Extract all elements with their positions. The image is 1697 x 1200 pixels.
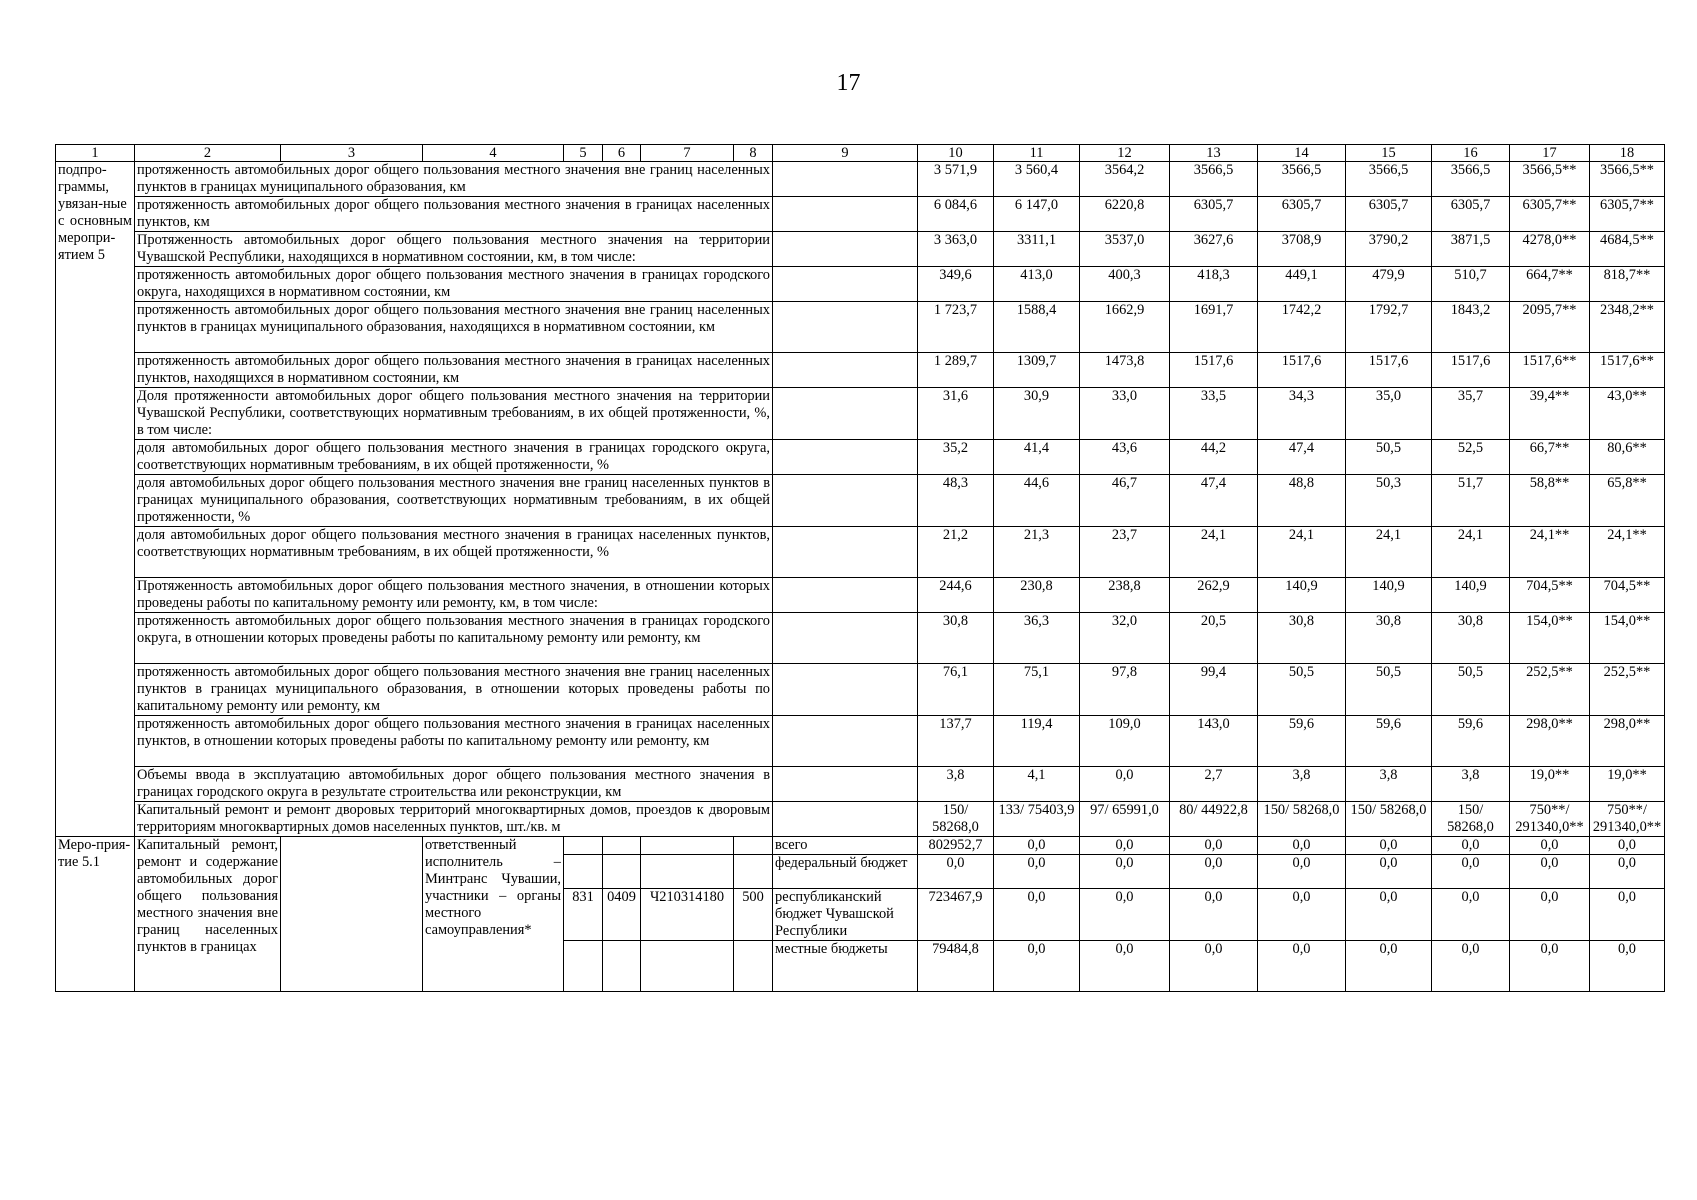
indicator-value: 52,5 — [1432, 440, 1510, 475]
funding-value: 0,0 — [1590, 941, 1665, 992]
indicator-value: 150/ 58268,0 — [1346, 802, 1432, 837]
indicator-value: 97/ 65991,0 — [1080, 802, 1170, 837]
column-number: 11 — [994, 145, 1080, 162]
funding-source: федеральный бюджет — [773, 855, 918, 889]
indicator-value: 24,1 — [1170, 527, 1258, 578]
indicator-row — [56, 162, 1665, 197]
funding-value: 0,0 — [1590, 837, 1665, 855]
funding-value: 0,0 — [1080, 837, 1170, 855]
indicator-value: 1517,6 — [1258, 353, 1346, 388]
column-number: 9 — [773, 145, 918, 162]
code-section: 0409 — [603, 889, 641, 941]
indicator-value: 39,4** — [1510, 388, 1590, 440]
funding-value: 0,0 — [1346, 941, 1432, 992]
funding-value: 0,0 — [1346, 889, 1432, 941]
indicator-value: 6305,7 — [1432, 197, 1510, 232]
indicator-value: 3,8 — [1432, 767, 1510, 802]
indicator-value: 298,0** — [1590, 716, 1665, 767]
indicator-value: 59,6 — [1346, 716, 1432, 767]
indicator-value: 3,8 — [918, 767, 994, 802]
funding-value: 0,0 — [1258, 941, 1346, 992]
column-number: 12 — [1080, 145, 1170, 162]
source-empty — [773, 475, 918, 527]
source-empty — [773, 613, 918, 664]
indicator-value: 150/ 58268,0 — [918, 802, 994, 837]
source-empty — [773, 162, 918, 197]
indicator-value: 140,9 — [1432, 578, 1510, 613]
indicator-value: 48,8 — [1258, 475, 1346, 527]
indicator-value: 3566,5 — [1258, 162, 1346, 197]
indicator-row — [56, 578, 1665, 613]
funding-value: 0,0 — [1510, 941, 1590, 992]
indicator-value: 230,8 — [994, 578, 1080, 613]
indicator-value: 238,8 — [1080, 578, 1170, 613]
indicator-value: 35,2 — [918, 440, 994, 475]
column-number: 2 — [135, 145, 281, 162]
indicator-text: Капитальный ремонт и ремонт дворовых территорий многоквартирных домов, проездов к дворовым территориям многоквартирных домов населенных пунктов, шт./кв. м — [135, 802, 773, 837]
indicator-value: 65,8** — [1590, 475, 1665, 527]
indicator-value: 252,5** — [1590, 664, 1665, 716]
source-empty — [773, 388, 918, 440]
indicator-value: 6305,7 — [1346, 197, 1432, 232]
indicator-value: 2,7 — [1170, 767, 1258, 802]
indicator-value: 43,0** — [1590, 388, 1665, 440]
indicator-value: 244,6 — [918, 578, 994, 613]
measure-name: Капитальный ремонт, ремонт и содержание автомобильных дорог общего пользования местного значения вне границ населенных пунктов в границах — [135, 837, 281, 992]
indicator-value: 2348,2** — [1590, 302, 1665, 353]
indicator-value: 58,8** — [1510, 475, 1590, 527]
indicator-text: протяженность автомобильных дорог общего пользования местного значения в границах городского округа, в отношении которых проведены работы по капитальному ремонту или ремонту, км — [135, 613, 773, 664]
indicator-text: протяженность автомобильных дорог общего пользования местного значения в границах населенных пунктов, находящихся в нормативном состоянии, км — [135, 353, 773, 388]
indicator-value: 418,3 — [1170, 267, 1258, 302]
indicator-value: 119,4 — [994, 716, 1080, 767]
code-empty — [734, 941, 773, 992]
indicator-value: 140,9 — [1346, 578, 1432, 613]
indicator-value: 50,3 — [1346, 475, 1432, 527]
column-number: 6 — [603, 145, 641, 162]
indicator-value: 21,2 — [918, 527, 994, 578]
table-body — [56, 145, 1665, 992]
indicator-value: 80,6** — [1590, 440, 1665, 475]
indicator-value: 4684,5** — [1590, 232, 1665, 267]
indicator-value: 1473,8 — [1080, 353, 1170, 388]
indicator-value: 6305,7 — [1258, 197, 1346, 232]
indicator-value: 1 723,7 — [918, 302, 994, 353]
code-empty — [603, 941, 641, 992]
indicator-value: 48,3 — [918, 475, 994, 527]
indicator-value: 143,0 — [1170, 716, 1258, 767]
indicator-value: 140,9 — [1258, 578, 1346, 613]
code-empty — [641, 941, 734, 992]
indicator-value: 750**/ 291340,0** — [1510, 802, 1590, 837]
indicator-value: 66,7** — [1510, 440, 1590, 475]
indicator-value: 109,0 — [1080, 716, 1170, 767]
column-number: 13 — [1170, 145, 1258, 162]
source-empty — [773, 716, 918, 767]
column-number: 5 — [564, 145, 603, 162]
indicator-value: 21,3 — [994, 527, 1080, 578]
funding-value: 0,0 — [994, 941, 1080, 992]
indicator-value: 3311,1 — [994, 232, 1080, 267]
indicator-value: 33,5 — [1170, 388, 1258, 440]
indicator-value: 31,6 — [918, 388, 994, 440]
page-number: 17 — [836, 70, 861, 96]
indicator-row — [56, 664, 1665, 716]
funding-value: 0,0 — [1170, 837, 1258, 855]
indicator-value: 252,5** — [1510, 664, 1590, 716]
indicator-value: 298,0** — [1510, 716, 1590, 767]
funding-value: 0,0 — [1080, 855, 1170, 889]
indicator-value: 30,8 — [1258, 613, 1346, 664]
indicator-value: 76,1 — [918, 664, 994, 716]
column-number: 3 — [281, 145, 423, 162]
indicator-value: 0,0 — [1080, 767, 1170, 802]
column-number: 14 — [1258, 145, 1346, 162]
indicator-value: 133/ 75403,9 — [994, 802, 1080, 837]
indicator-value: 33,0 — [1080, 388, 1170, 440]
indicator-value: 24,1 — [1346, 527, 1432, 578]
indicator-value: 137,7 — [918, 716, 994, 767]
indicator-value: 6 084,6 — [918, 197, 994, 232]
indicator-value: 97,8 — [1080, 664, 1170, 716]
indicator-value: 51,7 — [1432, 475, 1510, 527]
indicator-value: 4278,0** — [1510, 232, 1590, 267]
code-empty — [564, 855, 603, 889]
indicator-value: 36,3 — [994, 613, 1080, 664]
funding-value: 0,0 — [1258, 889, 1346, 941]
column-number: 15 — [1346, 145, 1432, 162]
funding-value: 0,0 — [1590, 855, 1665, 889]
indicator-text: Протяженность автомобильных дорог общего пользования местного значения, в отношении которых проведены работы по капитальному ремонту или ремонту, км, в том числе: — [135, 578, 773, 613]
indicator-value: 1517,6 — [1432, 353, 1510, 388]
indicator-row — [56, 527, 1665, 578]
indicator-text: протяженность автомобильных дорог общего пользования местного значения в границах городского округа, находящихся в нормативном состоянии, км — [135, 267, 773, 302]
funding-value: 0,0 — [1346, 855, 1432, 889]
funding-value: 723467,9 — [918, 889, 994, 941]
indicator-value: 1517,6** — [1510, 353, 1590, 388]
indicator-value: 479,9 — [1346, 267, 1432, 302]
indicator-value: 3 363,0 — [918, 232, 994, 267]
indicator-value: 150/ 58268,0 — [1432, 802, 1510, 837]
indicator-row — [56, 716, 1665, 767]
indicator-row — [56, 802, 1665, 837]
indicator-value: 30,8 — [1432, 613, 1510, 664]
indicator-value: 99,4 — [1170, 664, 1258, 716]
indicator-value: 3566,5** — [1510, 162, 1590, 197]
indicator-text: доля автомобильных дорог общего пользования местного значения вне границ населенных пунктов в границах муниципального образования, соответствующих нормативным требованиям, в их общей протяженности, % — [135, 475, 773, 527]
indicator-value: 510,7 — [1432, 267, 1510, 302]
funding-value: 0,0 — [994, 855, 1080, 889]
indicator-value: 19,0** — [1510, 767, 1590, 802]
indicator-row — [56, 267, 1665, 302]
indicator-text: доля автомобильных дорог общего пользования местного значения в границах городского округа, соответствующих нормативным требованиям, в их общей протяженности, % — [135, 440, 773, 475]
indicator-value: 3871,5 — [1432, 232, 1510, 267]
indicator-value: 818,7** — [1590, 267, 1665, 302]
source-empty — [773, 232, 918, 267]
indicator-value: 75,1 — [994, 664, 1080, 716]
source-empty — [773, 197, 918, 232]
funding-source: республиканский бюджет Чувашской Республики — [773, 889, 918, 941]
indicator-value: 47,4 — [1258, 440, 1346, 475]
funding-value: 0,0 — [1510, 855, 1590, 889]
column-number: 16 — [1432, 145, 1510, 162]
column-number: 10 — [918, 145, 994, 162]
indicator-value: 6 147,0 — [994, 197, 1080, 232]
indicator-value: 46,7 — [1080, 475, 1170, 527]
indicator-value: 3,8 — [1346, 767, 1432, 802]
funding-source: всего — [773, 837, 918, 855]
indicator-value: 50,5 — [1432, 664, 1510, 716]
funding-value: 0,0 — [1346, 837, 1432, 855]
indicator-value: 6220,8 — [1080, 197, 1170, 232]
funding-value: 0,0 — [1510, 889, 1590, 941]
indicator-value: 704,5** — [1590, 578, 1665, 613]
indicator-value: 3564,2 — [1080, 162, 1170, 197]
funding-value: 0,0 — [1080, 941, 1170, 992]
indicator-row — [56, 232, 1665, 267]
funding-value: 0,0 — [1432, 889, 1510, 941]
indicator-value: 20,5 — [1170, 613, 1258, 664]
indicator-value: 44,2 — [1170, 440, 1258, 475]
source-empty — [773, 302, 918, 353]
funding-value: 0,0 — [1258, 855, 1346, 889]
indicator-value: 24,1 — [1258, 527, 1346, 578]
indicator-value: 1517,6 — [1346, 353, 1432, 388]
indicator-row — [56, 475, 1665, 527]
indicator-value: 6305,7 — [1170, 197, 1258, 232]
indicator-value: 750**/ 291340,0** — [1590, 802, 1665, 837]
indicator-value: 1517,6 — [1170, 353, 1258, 388]
section-label: подпро-граммы, увязан-ные с основным меропри-ятием 5 — [56, 162, 135, 837]
code-grbs: 831 — [564, 889, 603, 941]
indicator-row — [56, 353, 1665, 388]
indicator-text: Объемы ввода в эксплуатацию автомобильных дорог общего пользования местного значения в границах городского округа в результате строительства или реконструкции, км — [135, 767, 773, 802]
indicator-value: 1588,4 — [994, 302, 1080, 353]
source-empty — [773, 353, 918, 388]
indicator-value: 43,6 — [1080, 440, 1170, 475]
column-number-row — [56, 145, 1665, 162]
indicator-value: 24,1 — [1432, 527, 1510, 578]
indicator-value: 349,6 — [918, 267, 994, 302]
funding-value: 0,0 — [1170, 855, 1258, 889]
measure-col3 — [281, 837, 423, 992]
funding-value: 79484,8 — [918, 941, 994, 992]
indicator-value: 262,9 — [1170, 578, 1258, 613]
indicator-value: 19,0** — [1590, 767, 1665, 802]
indicator-value: 59,6 — [1258, 716, 1346, 767]
code-empty — [641, 855, 734, 889]
funding-value: 0,0 — [1432, 855, 1510, 889]
column-number: 18 — [1590, 145, 1665, 162]
indicator-value: 3 560,4 — [994, 162, 1080, 197]
funding-value: 0,0 — [994, 889, 1080, 941]
indicator-value: 6305,7** — [1510, 197, 1590, 232]
code-empty — [641, 837, 734, 855]
funding-value: 0,0 — [994, 837, 1080, 855]
indicator-value: 704,5** — [1510, 578, 1590, 613]
code-empty — [734, 855, 773, 889]
source-empty — [773, 527, 918, 578]
indicator-value: 30,9 — [994, 388, 1080, 440]
indicator-value: 41,4 — [994, 440, 1080, 475]
indicator-value: 2095,7** — [1510, 302, 1590, 353]
indicator-row — [56, 440, 1665, 475]
indicator-value: 6305,7** — [1590, 197, 1665, 232]
funding-row — [56, 837, 1665, 855]
indicator-value: 449,1 — [1258, 267, 1346, 302]
source-empty — [773, 664, 918, 716]
indicator-value: 3790,2 — [1346, 232, 1432, 267]
indicator-text: протяженность автомобильных дорог общего пользования местного значения вне границ населенных пунктов в границах муниципального образования, км — [135, 162, 773, 197]
column-number: 4 — [423, 145, 564, 162]
indicator-row — [56, 197, 1665, 232]
source-empty — [773, 802, 918, 837]
indicator-value: 50,5 — [1346, 664, 1432, 716]
code-target: Ч210314180 — [641, 889, 734, 941]
code-empty — [603, 855, 641, 889]
funding-value: 0,0 — [1258, 837, 1346, 855]
indicator-value: 154,0** — [1510, 613, 1590, 664]
indicator-value: 150/ 58268,0 — [1258, 802, 1346, 837]
indicator-value: 3 571,9 — [918, 162, 994, 197]
indicator-value: 44,6 — [994, 475, 1080, 527]
funding-value: 0,0 — [1170, 941, 1258, 992]
indicator-value: 3708,9 — [1258, 232, 1346, 267]
indicator-value: 3,8 — [1258, 767, 1346, 802]
code-expense: 500 — [734, 889, 773, 941]
indicator-value: 154,0** — [1590, 613, 1665, 664]
indicator-value: 35,0 — [1346, 388, 1432, 440]
indicator-value: 664,7** — [1510, 267, 1590, 302]
funding-value: 802952,7 — [918, 837, 994, 855]
source-empty — [773, 440, 918, 475]
code-empty — [603, 837, 641, 855]
funding-value: 0,0 — [918, 855, 994, 889]
indicator-value: 32,0 — [1080, 613, 1170, 664]
indicator-value: 30,8 — [918, 613, 994, 664]
indicator-text: Доля протяженности автомобильных дорог общего пользования местного значения на территории Чувашской Республики, соответствующих нормативным требованиям, в их общей протяженности, %, в том числе: — [135, 388, 773, 440]
indicator-value: 3566,5 — [1346, 162, 1432, 197]
indicator-value: 47,4 — [1170, 475, 1258, 527]
indicator-text: протяженность автомобильных дорог общего пользования местного значения в границах населенных пунктов, км — [135, 197, 773, 232]
indicator-value: 24,1** — [1590, 527, 1665, 578]
indicator-value: 35,7 — [1432, 388, 1510, 440]
funding-source: местные бюджеты — [773, 941, 918, 992]
indicator-value: 50,5 — [1258, 664, 1346, 716]
code-empty — [564, 837, 603, 855]
indicator-value: 3566,5** — [1590, 162, 1665, 197]
source-empty — [773, 267, 918, 302]
indicator-value: 30,8 — [1346, 613, 1432, 664]
indicator-value: 3537,0 — [1080, 232, 1170, 267]
indicator-value: 1742,2 — [1258, 302, 1346, 353]
indicator-value: 1792,7 — [1346, 302, 1432, 353]
indicator-value: 400,3 — [1080, 267, 1170, 302]
indicator-text: доля автомобильных дорог общего пользования местного значения в границах населенных пунктов, соответствующих нормативным требованиям, в их общей протяженности, % — [135, 527, 773, 578]
indicator-text: протяженность автомобильных дорог общего пользования местного значения вне границ населенных пунктов в границах муниципального образования, находящихся в нормативном состоянии, км — [135, 302, 773, 353]
funding-value: 0,0 — [1080, 889, 1170, 941]
indicator-text: Протяженность автомобильных дорог общего пользования местного значения на территории Чувашской Республики, находящихся в нормативном состоянии, км, в том числе: — [135, 232, 773, 267]
indicator-value: 50,5 — [1346, 440, 1432, 475]
code-empty — [564, 941, 603, 992]
indicator-value: 4,1 — [994, 767, 1080, 802]
code-empty — [734, 837, 773, 855]
measure-executor: ответственный исполнитель – Минтранс Чувашии, участники – органы местного самоуправления* — [423, 837, 564, 992]
indicator-value: 80/ 44922,8 — [1170, 802, 1258, 837]
column-number: 7 — [641, 145, 734, 162]
indicator-row — [56, 388, 1665, 440]
indicator-value: 59,6 — [1432, 716, 1510, 767]
indicator-value: 23,7 — [1080, 527, 1170, 578]
indicator-value: 1662,9 — [1080, 302, 1170, 353]
funding-value: 0,0 — [1432, 941, 1510, 992]
indicator-value: 1 289,7 — [918, 353, 994, 388]
source-empty — [773, 578, 918, 613]
indicator-value: 3566,5 — [1432, 162, 1510, 197]
column-number: 1 — [56, 145, 135, 162]
indicator-value: 3627,6 — [1170, 232, 1258, 267]
indicator-row — [56, 302, 1665, 353]
column-number: 8 — [734, 145, 773, 162]
column-number: 17 — [1510, 145, 1590, 162]
indicator-value: 34,3 — [1258, 388, 1346, 440]
indicator-value: 413,0 — [994, 267, 1080, 302]
funding-value: 0,0 — [1170, 889, 1258, 941]
indicator-row — [56, 613, 1665, 664]
funding-value: 0,0 — [1510, 837, 1590, 855]
indicator-value: 1309,7 — [994, 353, 1080, 388]
indicator-value: 3566,5 — [1170, 162, 1258, 197]
indicator-value: 1517,6** — [1590, 353, 1665, 388]
program-indicators-table — [55, 144, 1665, 992]
measure-label: Меро-прия-тие 5.1 — [56, 837, 135, 992]
funding-value: 0,0 — [1590, 889, 1665, 941]
indicator-text: протяженность автомобильных дорог общего пользования местного значения в границах населенных пунктов, в отношении которых проведены работы по капитальному ремонту или ремонту, км — [135, 716, 773, 767]
indicator-value: 24,1** — [1510, 527, 1590, 578]
indicator-value: 1843,2 — [1432, 302, 1510, 353]
funding-value: 0,0 — [1432, 837, 1510, 855]
indicator-row — [56, 767, 1665, 802]
indicator-value: 1691,7 — [1170, 302, 1258, 353]
source-empty — [773, 767, 918, 802]
indicator-text: протяженность автомобильных дорог общего пользования местного значения вне границ населенных пунктов в границах муниципального образования, в отношении которых проведены работы по капитальному ремонту или ремонту, км — [135, 664, 773, 716]
